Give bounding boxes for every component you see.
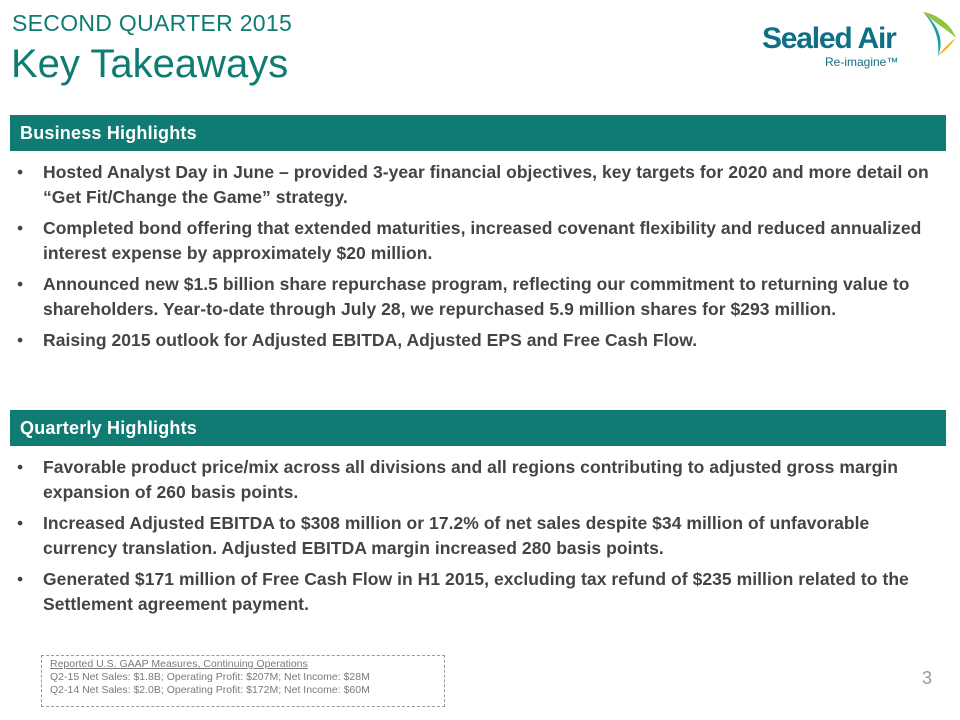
logo-brand-text: Sealed Air bbox=[762, 22, 896, 55]
list-item bbox=[14, 455, 934, 505]
gaap-measures-box bbox=[41, 655, 445, 707]
gaap-heading: Reported U.S. GAAP Measures, Continuing Operations bbox=[50, 658, 308, 670]
bullet-icon: • bbox=[17, 218, 24, 238]
bullet-icon: • bbox=[17, 569, 24, 589]
logo-tagline: Re-imagine™ bbox=[825, 55, 899, 69]
quarterly-highlights-list bbox=[14, 455, 934, 623]
bullet-text: Generated $171 million of Free Cash Flow in H1 2015, excluding tax refund of $235 million related to the Settlement agreement payment. bbox=[43, 569, 909, 614]
page-number: 3 bbox=[922, 668, 933, 688]
gaap-line-q2-14: Q2-14 Net Sales: $2.0B; Operating Profit: $172M; Net Income: $60M bbox=[50, 684, 370, 696]
bullet-text: Announced new $1.5 billion share repurchase program, reflecting our commitment to returning value to shareholders. Year-to-date through July 28, we repurchased 5.9 million shares for $293 million. bbox=[43, 274, 910, 319]
list-item bbox=[14, 328, 934, 353]
bullet-text: Hosted Analyst Day in June – provided 3-year financial objectives, key targets for 2020 and more detail on “Get Fit/Change the Game” strategy. bbox=[43, 162, 929, 207]
list-item bbox=[14, 272, 934, 322]
bullet-text: Favorable product price/mix across all divisions and all regions contributing to adjusted gross margin expansion of 260 basis points. bbox=[43, 457, 899, 502]
bullet-text: Increased Adjusted EBITDA to $308 million or 17.2% of net sales despite $34 million of unfavorable currency translation. Adjusted EBITDA margin increased 280 basis points. bbox=[43, 513, 870, 558]
sealed-air-logo bbox=[762, 8, 958, 72]
bullet-icon: • bbox=[17, 457, 24, 477]
bullet-icon: • bbox=[17, 162, 24, 182]
bullet-icon: • bbox=[17, 330, 24, 350]
slide-kicker: SECOND QUARTER 2015 bbox=[12, 10, 293, 36]
list-item bbox=[14, 567, 934, 617]
bullet-icon: • bbox=[17, 513, 24, 533]
bullet-text: Completed bond offering that extended maturities, increased covenant flexibility and reduced annualized interest expense by approximately $20 million. bbox=[43, 218, 922, 263]
list-item bbox=[14, 216, 934, 266]
business-highlights-list bbox=[14, 160, 934, 359]
list-item bbox=[14, 511, 934, 561]
swoosh-logo-icon bbox=[920, 8, 958, 62]
section-bar-business-highlights: Business Highlights bbox=[10, 115, 946, 151]
bullet-icon: • bbox=[17, 274, 24, 294]
section-bar-quarterly-highlights: Quarterly Highlights bbox=[10, 410, 946, 446]
bullet-text: Raising 2015 outlook for Adjusted EBITDA, Adjusted EPS and Free Cash Flow. bbox=[43, 330, 698, 350]
gaap-line-q2-15: Q2-15 Net Sales: $1.8B; Operating Profit: $207M; Net Income: $28M bbox=[50, 671, 370, 683]
slide-title: Key Takeaways bbox=[11, 42, 289, 86]
list-item bbox=[14, 160, 934, 210]
